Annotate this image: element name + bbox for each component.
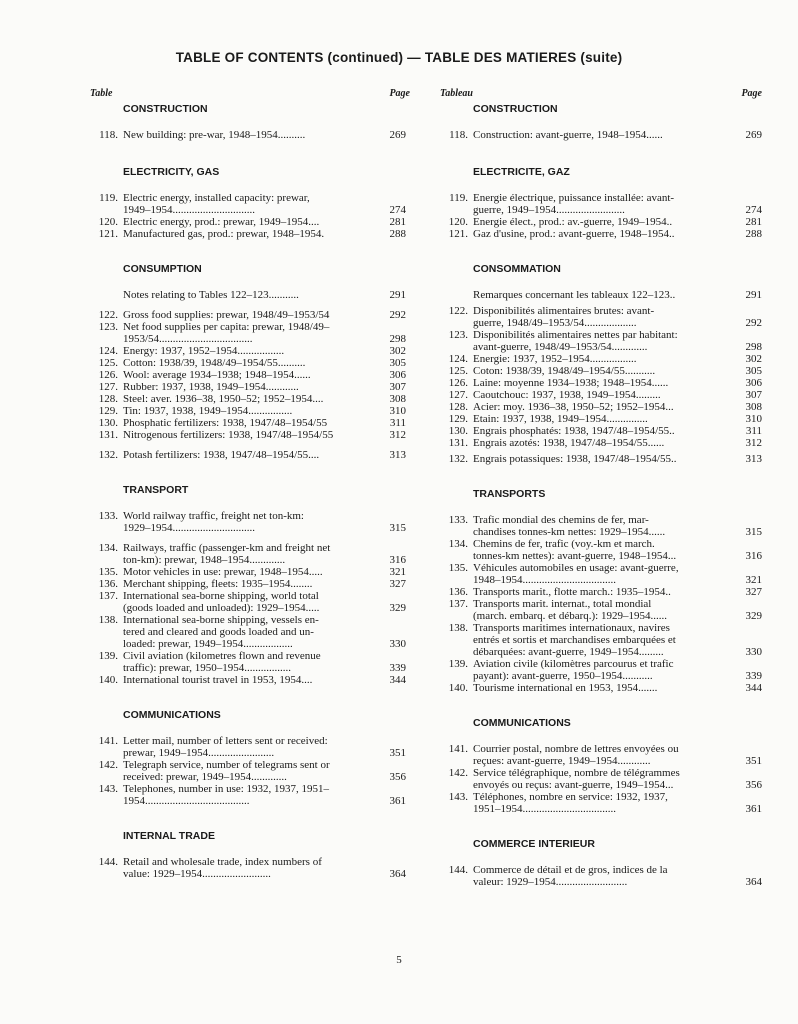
table-number: 141. [448,743,468,755]
table-number: 129. [448,413,468,425]
page-ref: 310 [745,413,762,425]
page-ref: 306 [389,369,406,381]
table-number: 130. [448,425,468,437]
page-ref: 315 [745,526,762,538]
toc-entry [440,192,762,216]
page-ref: 310 [389,405,406,417]
entry-title: Engrais azotés: 1938, 1947/48–1954/55...... [473,437,665,449]
toc-entry [90,783,410,807]
table-number: 138. [98,614,118,626]
toc-entry [440,586,762,598]
entry-title: Telegraph service, number of telegrams sent or received: prewar, 1949–1954............. [123,759,330,783]
table-number: 121. [98,228,118,240]
page-ref: 291 [389,289,406,301]
page-ref: 274 [389,204,406,216]
page-ref: 311 [389,417,406,429]
section-title: COMMERCE INTERIEUR [473,838,595,850]
entry-title: Véhicules automobiles en usage: avant-guerre, 1948–1954.................................. [473,562,679,586]
toc-section [440,837,762,888]
toc-entry [90,393,410,405]
toc-entry [440,767,762,791]
table-number: 141. [98,735,118,747]
entry-title: World railway traffic, freight net ton-km: 1929–1954.............................. [123,510,304,534]
page-ref: 305 [745,365,762,377]
table-number: 131. [448,437,468,449]
page-ref: 288 [389,228,406,240]
entry-title: Notes relating to Tables 122–123........... [123,289,299,301]
english-sections [90,102,410,880]
table-number: 140. [98,674,118,686]
entry-title: Remarques concernant les tableaux 122–123.. [473,289,676,301]
table-number: 124. [98,345,118,357]
entry-title: Engrais phosphatés: 1938, 1947/48–1954/55.. [473,425,675,437]
table-number: 134. [98,542,118,554]
page-ref: 315 [389,522,406,534]
french-sections [440,102,762,888]
page-ref: 312 [389,429,406,441]
page-ref: 312 [745,437,762,449]
table-number: 129. [98,405,118,417]
toc-entry [90,309,410,321]
toc-entry [90,129,410,141]
table-number: 133. [98,510,118,522]
entry-title: Courrier postal, nombre de lettres envoyées ou reçues: avant-guerre, 1949–1954............ [473,743,679,767]
toc-section [90,708,410,829]
table-number: 125. [448,365,468,377]
toc-entry [90,578,410,590]
toc-section [440,102,762,165]
entry-title: Etain: 1937, 1938, 1949–1954............... [473,413,648,425]
section-title: CONSOMMATION [473,263,561,275]
entry-title: Retail and wholesale trade, index numbers of value: 1929–1954......................... [123,856,322,880]
table-number: 131. [98,429,118,441]
entry-title: Manufactured gas, prod.: prewar, 1948–1954. [123,228,325,240]
toc-entry [440,289,762,301]
toc-entry [90,759,410,783]
entry-title: New building: pre-war, 1948–1954.......... [123,129,306,141]
entry-title: Trafic mondial des chemins de fer, mar- chandises tonnes-km nettes: 1929–1954...... [473,514,666,538]
toc-entry [440,622,762,658]
toc-entry [440,389,762,401]
toc-entry [90,216,410,228]
toc-entry [440,514,762,538]
table-number: 120. [448,216,468,228]
table-number: 127. [448,389,468,401]
toc-entry [90,650,410,674]
entry-title: Chemins de fer, trafic (voy.-km et march. tonnes-km nettes): avant-guerre, 1948–1954... [473,538,677,562]
page-ref: 327 [389,578,406,590]
section-title: CONSTRUCTION [473,103,558,115]
toc-entry [90,345,410,357]
page-ref: 274 [745,204,762,216]
table-number: 123. [98,321,118,333]
toc-entry [90,566,410,578]
page-ref: 361 [745,803,762,815]
entry-title: Construction: avant-guerre, 1948–1954...... [473,129,663,141]
column-header-page: Page [741,88,762,99]
table-number: 130. [98,417,118,429]
table-number: 132. [448,453,468,465]
toc-entry [440,425,762,437]
toc-section [440,487,762,716]
entry-title: Electric energy, prod.: prewar, 1949–1954.... [123,216,320,228]
toc-entry [440,216,762,228]
section-title: ELECTRICITY, GAS [123,166,220,178]
toc-entry [440,377,762,389]
entry-title: Rubber: 1937, 1938, 1949–1954............ [123,381,299,393]
entry-title: Civil aviation (kilometres flown and revenue traffic): prewar, 1950–1954................. [123,650,321,674]
toc-entry [90,289,410,301]
entry-title: Aviation civile (kilomètres parcourus et trafic payant): avant-guerre, 1950–1954........... [473,658,674,682]
table-number: 126. [448,377,468,389]
toc-section [440,716,762,837]
toc-section [90,829,410,880]
entry-title: Electric energy, installed capacity: prewar, 1949–1954.............................. [123,192,310,216]
table-number: 134. [448,538,468,550]
page-ref: 292 [389,309,406,321]
toc-entry [90,369,410,381]
entry-title: Disponibilités alimentaires brutes: avant- guerre, 1948/49–1953/54................... [473,305,655,329]
table-number: 143. [448,791,468,803]
table-number: 126. [98,369,118,381]
column-header [90,88,410,102]
entry-title: Tin: 1937, 1938, 1949–1954................ [123,405,293,417]
page-ref: 330 [745,646,762,658]
toc-entry [440,791,762,815]
table-number: 137. [448,598,468,610]
page-ref: 298 [745,341,762,353]
table-number: 121. [448,228,468,240]
entry-title: Acier: moy. 1936–38, 1950–52; 1952–1954... [473,401,674,413]
toc-entry [440,538,762,562]
entry-title: Téléphones, nombre en service: 1932, 1937, 1951–1954.................................. [473,791,668,815]
toc-entry [440,228,762,240]
table-number: 124. [448,353,468,365]
toc-entry [90,429,410,441]
table-number: 118. [99,129,118,141]
table-number: 135. [98,566,118,578]
table-number: 132. [98,449,118,461]
section-title: ELECTRICITE, GAZ [473,166,570,178]
page-ref: 339 [389,662,406,674]
entry-title: Net food supplies per capita: prewar, 1948/49– 1953/54.................................. [123,321,330,345]
toc-entry [90,228,410,240]
entry-title: International sea-borne shipping, vessels en- tered and cleared and goods loaded and un- loaded: prewar, 1949–1954.................. [123,614,319,650]
page-ref: 313 [745,453,762,465]
toc-section [440,165,762,262]
section-title: INTERNAL TRADE [123,830,215,842]
page-ref: 344 [389,674,406,686]
page-ref: 307 [389,381,406,393]
entry-title: Tourisme international en 1953, 1954....... [473,682,658,694]
page-ref: 351 [745,755,762,767]
toc-entry [90,542,410,566]
entry-title: Coton: 1938/39, 1948/49–1954/55........... [473,365,656,377]
section-title: COMMUNICATIONS [123,709,221,721]
toc-entry [440,743,762,767]
entry-title: Energie électrique, puissance installée: avant- guerre, 1949–1954......................... [473,192,675,216]
toc-section [90,483,410,708]
entry-title: Commerce de détail et de gros, indices de la valeur: 1929–1954.......................... [473,864,668,888]
table-number: 119. [449,192,468,204]
table-number: 136. [448,586,468,598]
page-number: 5 [396,954,402,966]
toc-section [90,262,410,483]
entry-title: Transports maritimes internationaux, navires entrés et sortis et marchandises embarquées et débarquées: avant-guerre, 1949–1954......... [473,622,676,658]
toc-entry [440,329,762,353]
entry-title: Railways, traffic (passenger-km and freight net ton-km): prewar, 1948–1954............. [123,542,331,566]
page-ref: 339 [745,670,762,682]
entry-title: International tourist travel in 1953, 1954.... [123,674,313,686]
column-header-table: Table [90,88,113,99]
toc-entry [90,449,410,461]
page-ref: 291 [745,289,762,301]
toc-entry [440,305,762,329]
table-number: 127. [98,381,118,393]
table-number: 133. [448,514,468,526]
entry-title: International sea-borne shipping, world total (goods loaded and unloaded): 1929–1954..... [123,590,320,614]
table-number: 142. [448,767,468,779]
table-number: 123. [448,329,468,341]
toc-entry [440,658,762,682]
toc-section [90,102,410,165]
entry-title: Phosphatic fertilizers: 1938, 1947/48–1954/55 [123,417,328,429]
table-number: 139. [448,658,468,670]
toc-entry [90,381,410,393]
page-ref: 281 [389,216,406,228]
page-ref: 316 [389,554,406,566]
page-ref: 302 [389,345,406,357]
page-ref: 356 [745,779,762,791]
page-ref: 356 [389,771,406,783]
page-ref: 329 [389,602,406,614]
page-ref: 302 [745,353,762,365]
toc-entry [440,129,762,141]
page-ref: 329 [745,610,762,622]
toc-section [90,165,410,262]
entry-title: Energie élect., prod.: av.-guerre, 1949–1954.. [473,216,673,228]
toc-entry [440,682,762,694]
page-ref: 281 [745,216,762,228]
page-ref: 308 [389,393,406,405]
column-header-tableau: Tableau [440,88,473,99]
column-header-page: Page [389,88,410,99]
page-ref: 351 [389,747,406,759]
entry-title: Energie: 1937, 1952–1954................. [473,353,637,365]
page-ref: 364 [389,868,406,880]
entry-title: Potash fertilizers: 1938, 1947/48–1954/55.... [123,449,320,461]
table-number: 118. [449,129,468,141]
toc-entry [440,401,762,413]
entry-title: Cotton: 1938/39, 1948/49–1954/55.......... [123,357,306,369]
toc-entry [90,614,410,650]
table-number: 137. [98,590,118,602]
english-column [90,88,410,880]
column-header [440,88,762,102]
table-number: 144. [98,856,118,868]
section-title: TRANSPORTS [473,488,546,500]
page-ref: 307 [745,389,762,401]
toc-entry [440,353,762,365]
toc-entry [440,365,762,377]
toc-entry [440,413,762,425]
table-number: 144. [448,864,468,876]
french-column [440,88,762,888]
page-ref: 311 [745,425,762,437]
table-number: 142. [98,759,118,771]
toc-entry [90,856,410,880]
entry-title: Motor vehicles in use: prewar, 1948–1954..... [123,566,323,578]
toc-entry [90,357,410,369]
toc-section [440,262,762,487]
table-number: 135. [448,562,468,574]
page-title: TABLE OF CONTENTS (continued) — TABLE DES MATIERES (suite) [175,50,623,65]
page-ref: 361 [389,795,406,807]
table-number: 122. [448,305,468,317]
entry-title: Letter mail, number of letters sent or received: prewar, 1949–1954........................ [123,735,328,759]
page-ref: 364 [745,876,762,888]
page-ref: 344 [745,682,762,694]
page-ref: 298 [389,333,406,345]
table-number: 128. [98,393,118,405]
toc-entry [90,321,410,345]
entry-title: Energy: 1937, 1952–1954................. [123,345,285,357]
section-title: CONSUMPTION [123,263,202,275]
table-number: 125. [98,357,118,369]
toc-entry [90,192,410,216]
entry-title: Steel: aver. 1936–38, 1950–52; 1952–1954.... [123,393,324,405]
toc-entry [440,437,762,449]
table-number: 140. [448,682,468,694]
page-ref: 327 [745,586,762,598]
page-ref: 269 [745,129,762,141]
toc-entry [440,864,762,888]
entry-title: Caoutchouc: 1937, 1938, 1949–1954......... [473,389,661,401]
entry-title: Wool: average 1934–1938; 1948–1954...... [123,369,311,381]
page-ref: 321 [389,566,406,578]
page-ref: 313 [389,449,406,461]
page-ref: 292 [745,317,762,329]
entry-title: Nitrogenous fertilizers: 1938, 1947/48–1954/55 [123,429,334,441]
toc-entry [90,417,410,429]
table-number: 119. [99,192,118,204]
table-number: 122. [98,309,118,321]
entry-title: Transports marit., flotte march.: 1935–1954.. [473,586,671,598]
page-ref: 316 [745,550,762,562]
table-number: 128. [448,401,468,413]
table-number: 120. [98,216,118,228]
page-ref: 330 [389,638,406,650]
toc-entry [440,562,762,586]
table-number: 136. [98,578,118,590]
toc-entry [440,598,762,622]
entry-title: Gaz d'usine, prod.: avant-guerre, 1948–1954.. [473,228,675,240]
toc-entry [440,453,762,465]
section-title: TRANSPORT [123,484,189,496]
toc-entry [90,590,410,614]
table-number: 143. [98,783,118,795]
entry-title: Disponibilités alimentaires nettes par habitant: avant-guerre, 1948/49–1953/54............. [473,329,678,353]
page-ref: 305 [389,357,406,369]
page-ref: 321 [745,574,762,586]
toc-entry [90,735,410,759]
page-ref: 288 [745,228,762,240]
page-ref: 269 [389,129,406,141]
table-number: 138. [448,622,468,634]
toc-entry [90,674,410,686]
entry-title: Telephones, number in use: 1932, 1937, 1951– 1954...................................... [123,783,330,807]
section-title: CONSTRUCTION [123,103,208,115]
entry-title: Service télégraphique, nombre de télégrammes envoyés ou reçus: avant-guerre, 1949–1954... [473,767,680,791]
table-number: 139. [98,650,118,662]
entry-title: Laine: moyenne 1934–1938; 1948–1954...... [473,377,669,389]
entry-title: Merchant shipping, fleets: 1935–1954........ [123,578,313,590]
page-ref: 306 [745,377,762,389]
entry-title: Gross food supplies: prewar, 1948/49–1953/54 [123,309,330,321]
toc-entry [90,510,410,534]
toc-entry [90,405,410,417]
entry-title: Transports marit. internat., total mondial (march. embarq. et débarq.): 1929–1954...... [473,598,667,622]
page-ref: 308 [745,401,762,413]
entry-title: Engrais potassiques: 1938, 1947/48–1954/55.. [473,453,677,465]
section-title: COMMUNICATIONS [473,717,571,729]
